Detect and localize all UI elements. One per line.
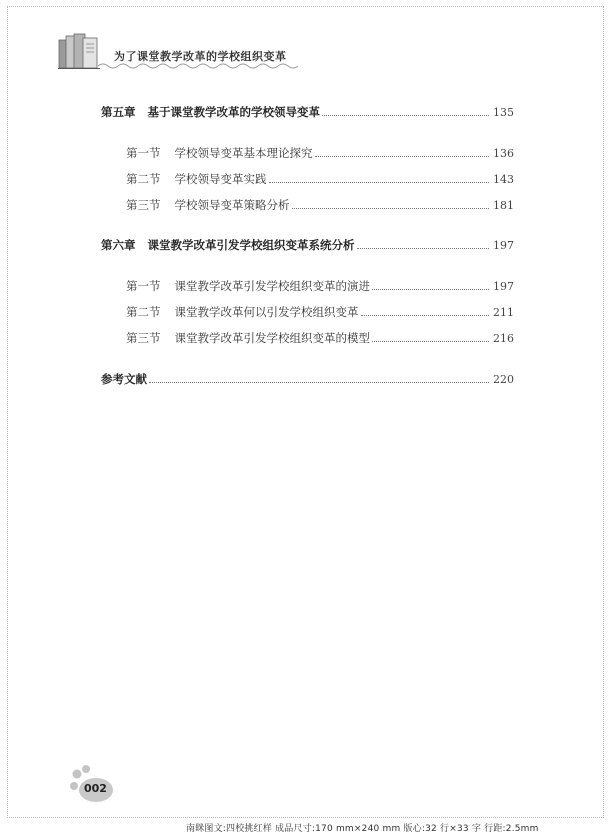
toc-entry-section[interactable] [126,279,514,294]
toc-entry-number: 第五章 [101,105,136,119]
toc-entry-number: 第三节 [126,331,161,345]
toc-entry-number: 第一节 [126,279,161,293]
toc-entry-title: 学校领导变革实践 [174,172,267,186]
print-specification: 南眯图文:四校挑红样 成品尺寸:170 mm×240 mm 版心:32 行×33 字 行距:2.5mm [186,824,539,834]
toc-entry-title: 课堂教学改革何以引发学校组织变革 [174,305,359,319]
toc-entry-page: 211 [493,306,514,319]
toc-entry-page: 220 [493,373,514,386]
toc-entry-page: 197 [493,280,514,293]
toc-entry-page: 136 [493,147,514,160]
toc-entry-title: 学校领导变革基本理论探究 [174,146,313,160]
toc-entry-number: 第二节 [126,305,161,319]
toc-entry-title: 学校领导变革策略分析 [174,198,290,212]
dot-leader [322,115,489,116]
toc-entry-number: 第一节 [126,146,161,160]
toc-entry-title: 课堂教学改革引发学校组织变革的演进 [174,279,370,293]
toc-entry-page: 197 [493,239,514,252]
dot-leader [269,182,490,183]
toc-entry-page: 135 [493,106,514,119]
toc-entry-section[interactable] [126,198,514,213]
dot-leader [372,341,489,342]
dot-leader [292,208,490,209]
toc-entry-page: 216 [493,332,514,345]
dot-leader [361,315,490,316]
toc-entry-section[interactable] [126,305,514,320]
toc-entry-page: 181 [493,199,514,212]
toc-entry-chapter-5[interactable] [101,105,514,120]
toc-entry-section[interactable] [126,146,514,161]
toc-entry-section[interactable] [126,331,514,346]
dot-leader [357,248,490,249]
toc-entry-chapter-6[interactable] [101,238,514,253]
toc-entry-section[interactable] [126,172,514,187]
toc-entry-number: 第二节 [126,172,161,186]
page-number: 002 [84,782,107,795]
dot-leader [315,156,490,157]
toc-entry-number: 第三节 [126,198,161,212]
toc-entry-title: 参考文献 [101,372,147,386]
toc-entry-title: 课堂教学改革引发学校组织变革的模型 [174,331,370,345]
dot-leader [149,382,489,383]
toc-entry-number: 第六章 [101,238,136,252]
toc-entry-title: 基于课堂教学改革的学校领导变革 [147,105,320,119]
running-header-title: 为了课堂教学改革的学校组织变革 [114,50,287,63]
dot-leader [372,289,489,290]
toc-entry-references[interactable] [101,372,514,387]
toc-entry-page: 143 [493,173,514,186]
toc-entry-title: 课堂教学改革引发学校组织变革系统分析 [147,238,355,252]
